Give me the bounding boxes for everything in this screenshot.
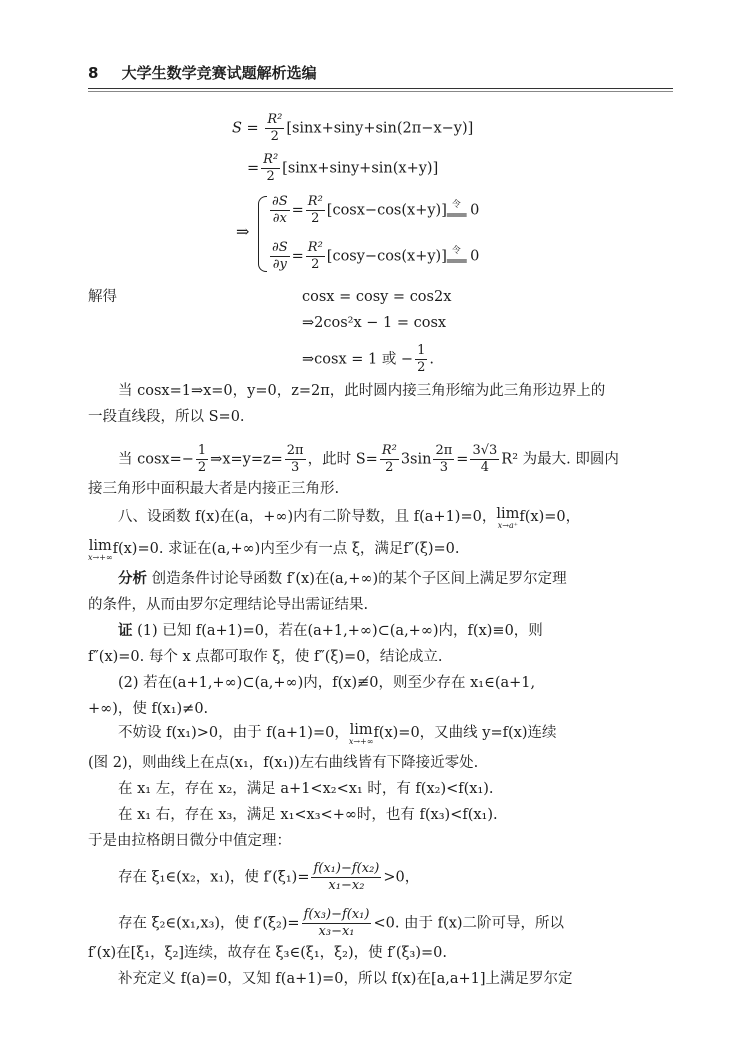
system-eq-x: $\frac{\partial S}{\partial x}$ = $\frac{\text{R²}}{2}$ [cosx−cos(x+y)] 令 ═══ 0 (272, 194, 480, 226)
analysis-line2: 的条件，从而由罗尔定理结论导出需证结果. (88, 597, 369, 613)
para-case1-line1: 当 cosx=1⇒x=0，y=0，z=2π，此时圆内接三角形缩为此三角形边界上的 (118, 383, 606, 399)
proof-line13: 补充定义 f(a)=0，又知 f(a+1)=0，所以 f(x)在[a,a+1]上满足罗尔定 (118, 971, 573, 987)
zero: 0 (470, 202, 480, 219)
proof-line4: +∞)，使 f(x₁)≠0. (88, 701, 209, 717)
limit: lim x→+∞ (348, 722, 374, 746)
book-title: 大学生数学竞赛试题解析选编 (121, 64, 317, 82)
left-brace (258, 196, 267, 272)
eq-body: [sinx+siny+sin(2π−x−y)] (286, 120, 474, 137)
fraction: $\frac{\text{f(x₁)−f(x₂)}}{\text{x₁−x₂}}$ (313, 861, 380, 893)
problem8-line2: lim x→+∞ f(x)=0. 求证在(a,+∞)内至少有一点 ξ，满足f″(ξ)=0. (88, 538, 460, 562)
fraction: $\frac{\text{f(x₃)−f(x₁)}}{\text{x₃−x₁}}$ (303, 907, 370, 939)
solve-line3: ⇒cosx = 1 或 − $\frac{1}{2}$ . (302, 343, 434, 375)
let-equal-sign: 令 ═══ (446, 200, 466, 222)
proof-line8: 在 x₁ 右，存在 x₃，满足 x₁<x₃<+∞时，也有 f(x₃)<f(x₁). (118, 807, 498, 823)
partial-fraction: $\frac{\partial S}{\partial x}$ (272, 194, 288, 226)
eq-body: [cosy−cos(x+y)] (326, 248, 447, 265)
proof-line10: 存在 ξ₁∈(x₂，x₁)，使 f′(ξ₁)= $\frac{\text{f(x₁)−f(x₂)}}{\text{x₁−x₂}}$ >0， (118, 861, 420, 893)
proof-line11: 存在 ξ₂∈(x₁,x₃)，使 f′(ξ₂)= $\frac{\text{f(x₃)−f(x₁)}}{\text{x₃−x₁}}$ <0. 由于 f(x)二阶可导，所以 (118, 907, 565, 939)
proof-line6: (图 2)，则曲线上在点(x₁，f(x₁))左右曲线皆有下降接近零处. (88, 755, 479, 771)
eq-body: [sinx+siny+sin(x+y)] (282, 160, 439, 177)
proof-line1: 证 (1) 已知 f(a+1)=0，若在(a+1,+∞)⊂(a,+∞)内，f(x)≡0，则 (118, 623, 543, 639)
running-header (88, 62, 317, 83)
let-equal-sign: 令 ═══ (446, 246, 466, 268)
eq-body: [cosx−cos(x+y)] (326, 202, 447, 219)
problem8-line1: 八、设函数 f(x)在(a，+∞)内有二阶导数，且 f(a+1)=0，lim x→a⁺ f(x)=0， (118, 506, 581, 530)
proof-line12: f′(x)在[ξ₁，ξ₂]连续，故存在 ξ₃∈(ξ₁，ξ₂)，使 f′(ξ₃)=0. (88, 945, 447, 961)
fraction: $\frac{1}{2}$ (417, 343, 426, 375)
fraction: $\frac{2\pi}{3}$ (286, 443, 304, 475)
fraction: $\frac{3√3}{4}$ (472, 443, 498, 475)
proof-line9: 于是由拉格朗日微分中值定理： (88, 833, 291, 849)
para-case2-line2: 接三角形中面积最大者是内接正三角形. (88, 481, 340, 497)
para-case2-line1: 当 cosx=− $\frac{1}{2}$ ⇒x=y=z= $\frac{2\pi}{3}$ ，此时 S= $\frac{\text{R²}}{2}$ 3sin $\frac{2\pi}{3}$ = $\frac{3√3}{4}$ R² 为最大. 即圆内 (118, 443, 619, 475)
proof-line7: 在 x₁ 左，存在 x₂，满足 a+1<x₂<x₁ 时，有 f(x₂)<f(x₁). (118, 781, 494, 797)
implies-arrow: ⇒ (236, 222, 250, 241)
fraction: $\frac{1}{2}$ (197, 443, 207, 475)
fraction: $\frac{\text{R²}}{2}$ (381, 443, 397, 475)
solve-line2: ⇒2cos²x − 1 = cosx (302, 315, 447, 331)
solve-label: 解得 (88, 289, 117, 305)
partial-fraction: $\frac{\partial S}{\partial y}$ (272, 240, 288, 272)
fraction: $\frac{\text{R²}}{2}$ (307, 240, 323, 272)
header-rule-thin (88, 91, 673, 92)
fraction: $\frac{\text{R²}}{2}$ (267, 112, 283, 144)
analysis-label: 分析 (118, 571, 147, 587)
analysis-line1: 分析 创造条件讨论导函数 f′(x)在(a,+∞)的某个子区间上满足罗尔定理 (118, 571, 567, 587)
zero: 0 (470, 248, 480, 265)
proof-line5: 不妨设 f(x₁)>0，由于 f(a+1)=0，lim x→+∞ f(x)=0，又曲线 y=f(x)连续 (118, 722, 557, 746)
proof-line2: f″(x)=0. 每个 x 点都可取作 ξ，使 f″(ξ)=0，结论成立. (88, 649, 443, 665)
equation-s-line1 (232, 112, 473, 145)
equals-sign: = (247, 160, 260, 177)
header-rule (88, 88, 673, 89)
fraction: $\frac{\text{R²}}{2}$ (307, 194, 323, 226)
eq-lhs: S = (232, 120, 259, 137)
proof-line3: (2) 若在(a+1,+∞)⊂(a,+∞)内，f(x)≢0，则至少存在 x₁∈(a+1, (118, 675, 536, 691)
limit: lim x→a⁺ (496, 506, 520, 530)
solve-line1: cosx = cosy = cos2x (302, 289, 452, 305)
para-case1-line2: 一段直线段，所以 S=0. (88, 409, 245, 425)
system-eq-y: $\frac{\partial S}{\partial y}$ = $\frac{\text{R²}}{2}$ [cosy−cos(x+y)] 令 ═══ 0 (272, 240, 480, 272)
page-number: 8 (88, 64, 99, 82)
limit: lim x→+∞ (88, 538, 113, 562)
fraction: $\frac{\text{R²}}{2}$ (263, 152, 279, 184)
fraction: $\frac{2\pi}{3}$ (435, 443, 453, 475)
proof-label: 证 (118, 623, 133, 639)
equation-s-line2 (247, 152, 438, 185)
